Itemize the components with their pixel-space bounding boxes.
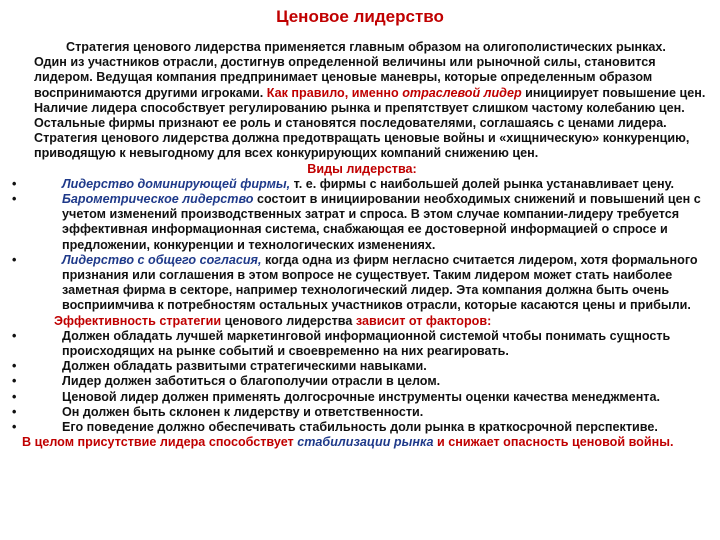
list-item: • Ценовой лидер должен применять долгосрочные инструменты оценки качества менеджмента.: [12, 389, 660, 404]
emphasis-term: отраслевой лидер: [402, 85, 522, 100]
list-item: • Лидерство доминирующей фирмы, т. е. фирмы с наибольшей долей рынка устанавливает цену.: [12, 176, 675, 191]
list-item: • Его поведение должно обеспечивать стабильность доли рынка в краткосрочной перспективе.: [12, 420, 658, 435]
intro-paragraph-1: Стратегия ценового лидерства применяется главным образом на олигополистических рынках.: [66, 40, 666, 54]
conclusion-paragraph: В целом присутствие лидера способствует стабилизации рынка и снижает опасность ценовой войны.: [22, 435, 674, 450]
list-item: • Лидерство с общего согласия, когда одна из фирм негласно считается лидером, хотя формального признания или соглашения в этом вопросе не существует. Таким лидером может стать наиболее заметная фирма в секторе, например технологический лидер. Эта компания должна быть очень восприимчива к потребностям остальных участников отрасли, которые касаются цены и прибыли.: [12, 252, 698, 313]
bullet-icon: •: [12, 404, 17, 419]
list-item: • Должен обладать развитыми стратегическими навыками.: [12, 359, 427, 374]
bullet-icon: •: [12, 176, 17, 191]
factors-heading: Эффективность стратегии ценового лидерства зависит от факторов:: [54, 313, 492, 328]
bullet-icon: •: [12, 374, 17, 389]
emphasis-term: Лидерство доминирующей фирмы,: [62, 176, 291, 191]
bullet-icon: •: [12, 192, 17, 207]
page-title: Ценовое лидерство: [276, 7, 444, 26]
bullet-icon: •: [12, 389, 17, 404]
bullet-icon: •: [12, 359, 17, 374]
highlight-text: Как правило, именно: [266, 85, 403, 100]
bullet-icon: •: [12, 328, 17, 343]
emphasis-term: Лидерство с общего согласия,: [62, 252, 262, 267]
bullet-icon: •: [12, 420, 17, 435]
list-item: • Он должен быть склонен к лидерству и ответственности.: [12, 404, 424, 419]
intro-paragraph-2: Один из участников отрасли, достигнув определенной величины или рыночной силы, становится лидером. Ведущая компания предпринимает ценовые маневры, которые определенным образом воспринимаются другими игроками. Как правило, именно отраслевой лидер инициирует повышение цен. Наличие лидера способствует регулированию рынка и препятствует слишком частому колебанию цен. Остальные фирмы признают ее роль и становятся последователями, соглашаясь с ценами лидера. Стратегия ценового лидерства должна предотвращать ценовые войны и «хищническую» конкуренцию, приводящую к невыгодному для всех конкурирующих компаний снижению цен.: [34, 55, 706, 161]
bullet-icon: •: [12, 252, 17, 267]
emphasis-term: стабилизации рынка: [297, 435, 434, 450]
emphasis-term: Барометрическое лидерство: [62, 192, 254, 207]
document-body: [12, 40, 712, 450]
list-item: • Барометрическое лидерство состоит в инициировании необходимых снижений и повышений цен с учетом изменений производственных затрат и спроса. В этом случае компании-лидеру требуется эффективная информационная система, снабжающая ее достоверной информацией о спросе и предложении, конкуренции и технологических изменениях.: [12, 192, 701, 252]
list-item: • Должен обладать лучшей маркетинговой информационной системой чтобы понимать сущность происходящих на рынке событий и своевременно на них реагировать.: [12, 328, 671, 359]
types-heading: Виды лидерства:: [307, 161, 417, 176]
list-item: • Лидер должен заботиться о благополучии отрасли в целом.: [12, 374, 441, 389]
